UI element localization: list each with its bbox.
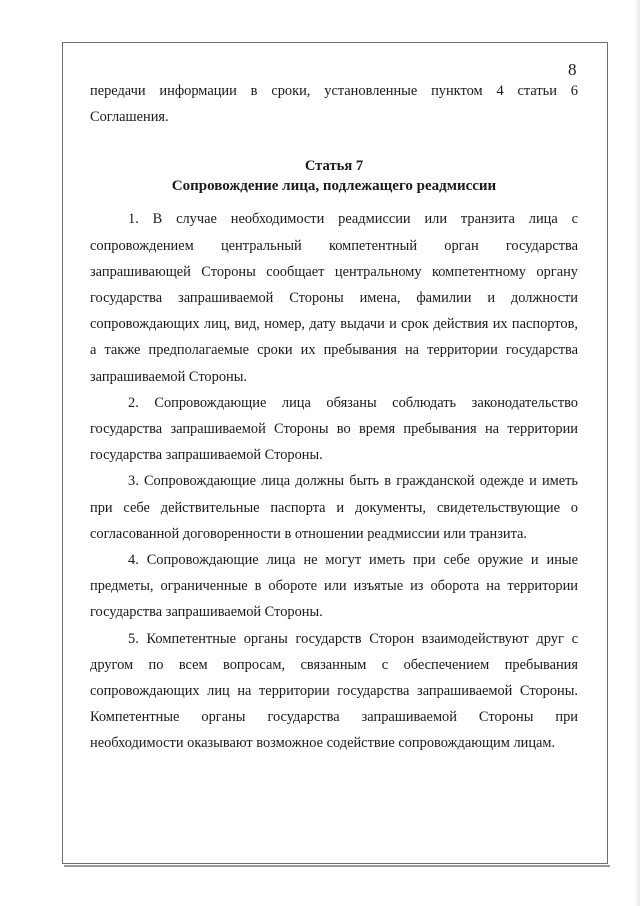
paragraph-5: 5. Компетентные органы государств Сторон взаимодействуют друг с другом по всем вопросам, связанным с обеспечением пребывания сопровождающих лиц на территории государства запрашиваемой Стороны. Компетентные органы государства запрашиваемой Стороны при необходимости оказывают возможное содействие сопровождающим лицам. — [90, 630, 578, 752]
article-heading-block — [90, 156, 578, 196]
paragraph-3: 3. Сопровождающие лица должны быть в гражданской одежде и иметь при себе действительные паспорта и документы, свидетельствующие о согласованной договоренности в отношении реадмиссии или транзита. — [90, 473, 578, 542]
page-number: 8 — [568, 60, 577, 79]
scan-edge — [634, 0, 640, 906]
paragraph-1: 1. В случае необходимости реадмиссии или транзита лица с сопровождением центральный компетентный орган государства запрашивающей Стороны сообщает центральному компетентному органу государства запрашиваемой Стороны имена, фамилии и должности сопровождающих лиц, вид, номер, дату выдачи и срок действия их паспортов, а также предполагаемые сроки их пребывания на территории государства запрашиваемой Стороны. — [90, 211, 578, 385]
paragraph-2: 2. Сопровождающие лица обязаны соблюдать законодательство государства запрашиваемой Стороны во время пребывания на территории государства запрашиваемой Стороны. — [90, 394, 578, 464]
paragraph-4: 4. Сопровождающие лица не могут иметь при себе оружие и иные предметы, ограниченные в обороте или изъятые из оборота на территории государства запрашиваемой Стороны. — [90, 552, 578, 621]
article-title: Сопровождение лица, подлежащего реадмиссии — [171, 178, 497, 195]
document-body — [90, 78, 578, 757]
article-heading: Статья 7 — [304, 158, 364, 175]
intro-paragraph: передачи информации в сроки, установленные пунктом 4 статьи 6 Соглашения. — [90, 83, 578, 126]
